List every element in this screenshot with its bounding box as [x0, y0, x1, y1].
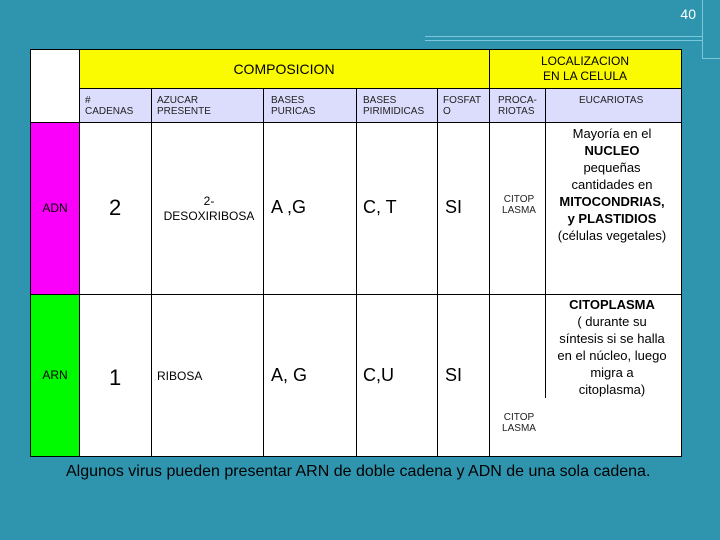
row-arn-label-cell	[31, 294, 79, 456]
decorative-frame	[702, 0, 720, 59]
adn-cadenas: 2	[109, 195, 122, 220]
col-fosfato: FOSFAT O	[443, 95, 482, 117]
adn-euc-nucleo: NUCLEO	[584, 143, 640, 158]
col-eucariotas: EUCARIOTAS	[579, 95, 644, 106]
footer-note: Algunos virus pueden presentar ARN de doble cadena y ADN de una sola cadena.	[66, 463, 651, 480]
col-cadenas: # CADENAS	[85, 95, 134, 117]
grid-line	[79, 88, 681, 89]
col-azucar: AZUCAR PRESENTE	[157, 95, 211, 117]
arn-azucar: RIBOSA	[157, 369, 203, 383]
arn-euc-citoplasma: CITOPLASMA	[569, 297, 655, 312]
row-adn-label: ADN	[42, 201, 68, 215]
arn-bases-puricas: A, G	[271, 365, 308, 385]
adn-euc-mitocondrias: MITOCONDRIAS, y PLASTIDIOS	[559, 194, 665, 226]
adn-procariotas: CITOP LASMA	[502, 194, 536, 216]
adn-bases-puricas: A ,G	[271, 197, 307, 217]
grid-line	[79, 50, 80, 456]
adn-euc-line3: pequeñas cantidades en	[571, 160, 653, 192]
corner-cell	[31, 50, 79, 122]
arn-bases-pirimidicas: C,U	[363, 365, 394, 385]
grid-line	[151, 88, 152, 456]
arn-fosfato: SI	[445, 365, 463, 385]
arn-procariotas: CITOP LASMA	[502, 412, 536, 434]
composition-table	[30, 49, 682, 457]
arn-eucariotas	[546, 296, 678, 398]
grid-line	[31, 122, 681, 123]
arn-cadenas: 1	[109, 365, 122, 390]
col-bases-puricas: BASES PURICAS	[271, 95, 316, 117]
adn-fosfato: SI	[445, 197, 463, 217]
slide-number: 40	[680, 6, 696, 22]
header-composicion	[79, 50, 489, 88]
header-localizacion-label: LOCALIZACION EN LA CELULA	[540, 54, 630, 83]
header-composicion-label: COMPOSICION	[233, 61, 335, 77]
header-localizacion	[489, 50, 681, 88]
decorative-line	[425, 36, 702, 37]
col-procariotas: PROCA- RIOTAS	[498, 95, 537, 117]
grid-line	[31, 294, 681, 295]
adn-euc-line1: Mayoría en el	[572, 126, 652, 141]
row-arn-label: ARN	[42, 368, 68, 382]
adn-euc-line5: (células vegetales)	[557, 228, 667, 243]
adn-azucar: 2- DESOXIRIBOSA	[163, 194, 255, 223]
col-bases-pirimidicas: BASES PIRIMIDICAS	[363, 95, 425, 117]
decorative-line	[425, 40, 702, 41]
grid-line	[263, 88, 264, 456]
adn-eucariotas	[546, 125, 678, 244]
grid-line	[437, 88, 438, 456]
grid-line	[489, 50, 490, 456]
adn-bases-pirimidicas: C, T	[363, 197, 397, 217]
arn-euc-detail: ( durante su síntesis si se halla en el núcleo, luego migra a citoplasma)	[557, 314, 667, 397]
grid-line	[545, 88, 546, 398]
grid-line	[356, 88, 357, 456]
row-adn-label-cell	[31, 122, 79, 294]
